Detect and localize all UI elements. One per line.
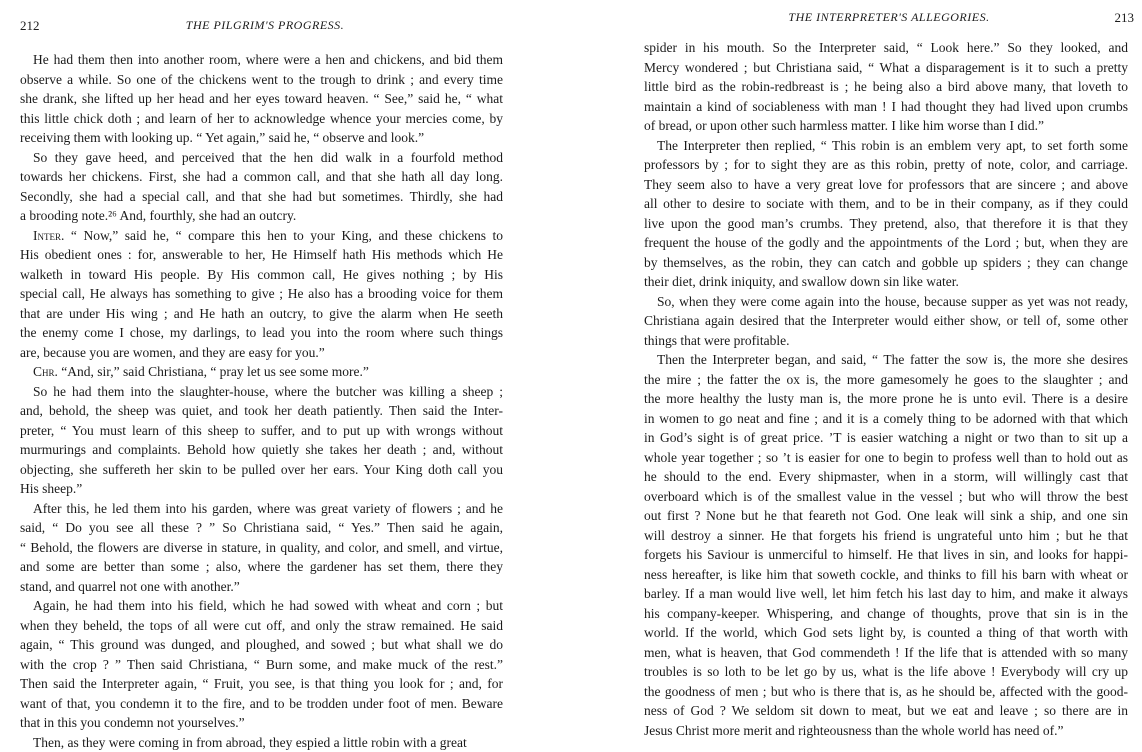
text-line: all other to desire to sociate with them, and to be in their company, as if they could bbox=[644, 194, 1128, 214]
text-line: stand, and quarrel not one with another.” bbox=[20, 577, 503, 597]
left-page bbox=[0, 0, 520, 704]
text-line bbox=[20, 226, 503, 246]
text-line: this little chick doth ; and learn of her to acknowledge whence your mercies come, by bbox=[20, 109, 503, 129]
text-line: Then the Interpreter began, and said, “ The fatter the sow is, the more she desires bbox=[644, 350, 1128, 370]
paragraph bbox=[20, 499, 503, 597]
right-page bbox=[632, 0, 1142, 704]
text-line: the more healthy the lusty man is, the more prone he is unto evil. There is a desire bbox=[644, 389, 1128, 409]
text-line: objecting, she suffereth her skin to be pulled over her ears. Your King doth call you bbox=[20, 460, 503, 480]
page-number: 212 bbox=[20, 18, 40, 34]
text-line: troubles is so loth to be let go by us, what is the life above ! Everybody will cry up bbox=[644, 662, 1128, 682]
text-line: After this, he led them into his garden, where was great variety of flowers ; and he bbox=[20, 499, 503, 519]
text-line: when they beheld, the tops of all were cut off, and only the straw remained. He said bbox=[20, 616, 503, 636]
left-page-body bbox=[20, 50, 503, 752]
right-page-body bbox=[644, 38, 1128, 740]
text-line: walketh in toward His people. By His common call, He gives nothing ; by His bbox=[20, 265, 503, 285]
text-line: things that were profitable. bbox=[644, 331, 1128, 351]
left-page-header bbox=[20, 18, 510, 38]
text-line: again, “ This ground was dunged, and ploughed, and sowed ; but what shall we do bbox=[20, 635, 503, 655]
text-line: “ Behold, the flowers are diverse in stature, in quality, and color, and smell, and virtue, bbox=[20, 538, 503, 558]
text-line: His sheep.” bbox=[20, 479, 503, 499]
text-line: receiving them with looking up. “ Yet again,” said he, “ observe and look.” bbox=[20, 128, 503, 148]
text-line: Then said the Interpreter again, “ Fruit, you see, is that thing you look for ; and, for bbox=[20, 674, 503, 694]
text-line: He had them then into another room, where were a hen and chickens, and bid them bbox=[20, 50, 503, 70]
text-line: So he had them into the slaughter-house, where the butcher was killing a sheep ; bbox=[20, 382, 503, 402]
text-line: the enemy come I chose, my darlings, to lead you into the room where such things bbox=[20, 323, 503, 343]
text-line: Secondly, she had a special call, and that she had but sometimes. Thirdly, she had bbox=[20, 187, 503, 207]
running-title: THE PILGRIM'S PROGRESS. bbox=[20, 18, 510, 33]
text-line: a brooding note.²⁶ And, fourthly, she had an outcry. bbox=[20, 206, 503, 226]
text-line: Mercy wondered ; but Christiana said, “ What a disparagement is it to such a pretty bbox=[644, 58, 1128, 78]
text-line: frequent the house of the godly and the appointments of the Lord ; but, when they are bbox=[644, 233, 1128, 253]
text-line: overboard which is of the smallest value in the vessel ; but who will throw the best bbox=[644, 487, 1128, 507]
paragraph bbox=[644, 292, 1128, 351]
text-line: that are under His wing ; and He hath an outcry, to give the alarm when He seeth bbox=[20, 304, 503, 324]
text-line: whole year together ; so ’t is easier for one to begin to profess well than to hold out as bbox=[644, 448, 1128, 468]
text-line: she drank, she lifted up her head and her eyes toward heaven. “ See,” said he, “ what bbox=[20, 89, 503, 109]
paragraph bbox=[644, 38, 1128, 136]
text-line: with the crop ? ” Then said Christiana, “ Burn some, and make muck of the rest.” bbox=[20, 655, 503, 675]
text-line: They seem also to have a very great love for professors that are sincere ; and above bbox=[644, 175, 1128, 195]
text-line: men, what is heaven, that God commendeth ! If the life that is attended with so many bbox=[644, 643, 1128, 663]
text-line: said, “ Do you see all these ? ” So Christiana said, “ Yes.” Then said he again, bbox=[20, 518, 503, 538]
text-line: the goodness of men ; but who is there that is, as he should be, affected with the good- bbox=[644, 682, 1128, 702]
text-line: by themselves, as the robin, they can catch and gobble up spiders ; they can change bbox=[644, 253, 1128, 273]
text-line: Jesus Christ more merit and righteousness than the whole world has need of.” bbox=[644, 721, 1128, 741]
text-line: his company-keeper. Whispering, and change of thoughts, prove that sin is in the bbox=[644, 604, 1128, 624]
text-line: in God’s sight is of great price. ’T is easier watching a night or two than to sit up a bbox=[644, 428, 1128, 448]
paragraph bbox=[20, 382, 503, 499]
text-line: and some are better than some ; also, where the gardener has set them, there they bbox=[20, 557, 503, 577]
text-line: out first ? None but he that feareth not God. One leak will sink a ship, and one sin bbox=[644, 506, 1128, 526]
text-line: special call, He always has something to give ; He also has a brooding voice for them bbox=[20, 284, 503, 304]
text-line: professors by ; for to sight they are as this robin, pretty of note, color, and carriage. bbox=[644, 155, 1128, 175]
running-title: THE INTERPRETER'S ALLEGORIES. bbox=[644, 10, 1134, 25]
text-line: that in this you condemn not yourselves.” bbox=[20, 713, 503, 733]
text-line: The Interpreter then replied, “ This robin is an emblem very apt, to set forth some bbox=[644, 136, 1128, 156]
text-line: their diet, drink iniquity, and swallow down sin like water. bbox=[644, 272, 1128, 292]
text-line: forgets his Saviour is unmerciful to himself. He that lives in sin, and looks for happi- bbox=[644, 545, 1128, 565]
paragraph bbox=[20, 226, 503, 363]
paragraph bbox=[20, 148, 503, 226]
text-line: Again, he had them into his field, which he had sowed with wheat and corn ; but bbox=[20, 596, 503, 616]
page-number: 213 bbox=[1115, 10, 1135, 26]
paragraph bbox=[20, 733, 503, 752]
text-line bbox=[20, 362, 503, 382]
text-line: So, when they were come again into the house, because supper as yet was not ready, bbox=[644, 292, 1128, 312]
text-line: and, behold, the sheep was quiet, and took her death patiently. Then said the Inter- bbox=[20, 401, 503, 421]
paragraph bbox=[20, 596, 503, 733]
text-line: murmurings and complaints. Behold how quietly she takes her death ; and, without bbox=[20, 440, 503, 460]
speaker-label: Chr. bbox=[33, 364, 58, 379]
paragraph bbox=[20, 362, 503, 382]
text-line: preter, “ You must learn of this sheep to suffer, and to put up with wrongs without bbox=[20, 421, 503, 441]
text-line: Christiana again desired that the Interpreter would either show, or tell of, some other bbox=[644, 311, 1128, 331]
text-line: the mire ; the fatter the ox is, the more gamesomely he goes to the slaughter ; and bbox=[644, 370, 1128, 390]
speaker-label: Inter. bbox=[33, 228, 64, 243]
line-text: “ Now,” said he, “ compare this hen to your King, and these chickens to bbox=[71, 228, 503, 243]
text-line: are, because you are women, and they are easy for you.” bbox=[20, 343, 503, 363]
text-line: little bird as the robin-redbreast is ; he being also a bird above many, that loveth to bbox=[644, 77, 1128, 97]
line-text: “And, sir,” said Christiana, “ pray let us see some more.” bbox=[61, 364, 369, 379]
paragraph bbox=[644, 136, 1128, 292]
right-page-header bbox=[644, 10, 1134, 30]
text-line: So they gave heed, and perceived that the hen did walk in a fourfold method bbox=[20, 148, 503, 168]
text-line: towards her chickens. First, she had a common call, and that she hath all day long. bbox=[20, 167, 503, 187]
text-line: ness hereafter, is like him that soweth cockle, and thinks to fill his barn with wheat or bbox=[644, 565, 1128, 585]
paragraph bbox=[644, 350, 1128, 740]
text-line: His obedient ones : for, answerable to her, He Himself hath His methods which He bbox=[20, 245, 503, 265]
text-line: maintain a kind of sociableness with man ! I had thought they had lived upon crumbs bbox=[644, 97, 1128, 117]
text-line: he should to the end. Every shipmaster, when in a storm, will willingly cast that bbox=[644, 467, 1128, 487]
text-line: in women to go neat and fine ; and it is a comely thing to be adorned with that which bbox=[644, 409, 1128, 429]
text-line: will destroy a sinner. He that forgets his friend is ungrateful unto him ; but he that bbox=[644, 526, 1128, 546]
text-line: spider in his mouth. So the Interpreter said, “ Look here.” So they looked, and bbox=[644, 38, 1128, 58]
text-line: want of that, you condemn it to the fire, and to be trodden under foot of men. Beware bbox=[20, 694, 503, 714]
text-line: observe a while. So one of the chickens went to the trough to drink ; and every time bbox=[20, 70, 503, 90]
text-line: live upon the good man’s crumbs. They pretend, also, that therefore it is that they bbox=[644, 214, 1128, 234]
text-line: barley. If a man would live well, let him fetch his last day to him, and make it always bbox=[644, 584, 1128, 604]
text-line: ness of God ? We seldom sit down to meat, but we eat and leave ; so there are in bbox=[644, 701, 1128, 721]
paragraph bbox=[20, 50, 503, 148]
text-line: world. If the world, which God sets light by, is counted a thing of that worth with bbox=[644, 623, 1128, 643]
text-line: Then, as they were coming in from abroad, they espied a little robin with a great bbox=[20, 733, 503, 752]
text-line: of bread, or upon other such harmless matter. I like him worse than I did.” bbox=[644, 116, 1128, 136]
